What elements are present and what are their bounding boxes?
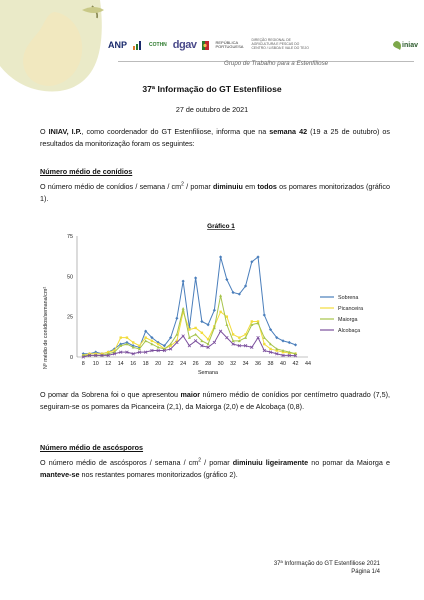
superscript: 2 xyxy=(181,181,184,188)
x-tick-label: 36 xyxy=(255,361,262,367)
x-tick-label: 42 xyxy=(292,361,299,367)
partner-logos xyxy=(108,34,418,56)
text-run: O xyxy=(40,127,49,136)
data-point xyxy=(182,307,185,310)
portugal-flag-icon xyxy=(202,41,209,50)
data-point xyxy=(144,336,146,338)
text-run: em xyxy=(242,182,258,191)
document-date: 27 de outubro de 2021 xyxy=(175,105,249,114)
document-title: 37ª Informação do GT Estenfiliose xyxy=(142,84,282,94)
data-point xyxy=(219,255,222,258)
data-point xyxy=(138,345,140,347)
data-point xyxy=(251,320,253,322)
iniav-logo xyxy=(392,41,418,50)
legend-label: Alcobaça xyxy=(338,328,361,334)
y-tick-label: 50 xyxy=(67,274,73,281)
bold-text: diminuiu xyxy=(212,182,243,191)
data-point xyxy=(188,344,191,347)
data-point xyxy=(294,343,297,346)
direcao-regional-logo: DIREÇÃO REGIONAL DE AGRICULTURA E PESCAS DO CENTRO / LISBOA E VALE DO TEJO xyxy=(251,38,309,50)
footer-title: 37ª Informação do GT Estenfiliose 2021 xyxy=(273,561,380,567)
x-tick-label: 30 xyxy=(217,361,224,367)
republica-portuguesa-logo: REPÚBLICA PORTUGUESA xyxy=(215,39,244,49)
data-point xyxy=(157,343,159,345)
data-point xyxy=(225,278,228,281)
data-point xyxy=(213,309,216,312)
text-run: O número médio de ascósporos / semana / cm xyxy=(40,458,199,467)
x-tick-label: 14 xyxy=(117,361,124,367)
text-run: O pomar da Sobrena foi o que apresentou xyxy=(40,390,181,399)
bold-text: INIAV, I.P. xyxy=(48,127,82,136)
series-line-sobrena xyxy=(83,257,295,354)
x-tick-label: 10 xyxy=(92,361,99,367)
legend-label: Picanceira xyxy=(338,306,364,312)
x-tick-label: 34 xyxy=(242,361,249,367)
data-point xyxy=(225,336,228,339)
data-point xyxy=(207,338,209,340)
pear-logo-shape xyxy=(0,0,108,95)
x-tick-label: 40 xyxy=(280,361,287,367)
y-tick-label: 25 xyxy=(67,314,73,321)
y-tick-label: 75 xyxy=(67,234,73,240)
data-point xyxy=(194,333,197,336)
text-run: os pomares monitorizados (gráfico 1). xyxy=(40,182,390,204)
sobrena-paragraph xyxy=(40,389,390,414)
bold-text: diminuiu ligeiramente xyxy=(232,458,309,467)
intro-paragraph xyxy=(40,126,390,151)
data-point xyxy=(225,323,228,326)
x-tick-label: 12 xyxy=(105,361,112,367)
data-point xyxy=(182,335,185,338)
bold-text: manteve-se xyxy=(40,470,80,480)
x-tick-label: 32 xyxy=(230,361,237,367)
data-point xyxy=(232,333,234,335)
bar-chart-icon xyxy=(133,41,143,50)
chart-title: Gráfico 1 xyxy=(207,223,235,230)
data-point xyxy=(175,317,178,320)
superscript: 2 xyxy=(198,457,202,464)
x-tick-label: 38 xyxy=(267,361,274,367)
data-point xyxy=(132,341,134,343)
dgav-logo: dgav xyxy=(172,38,197,51)
data-point xyxy=(194,327,196,329)
data-point xyxy=(182,280,185,283)
data-point xyxy=(238,336,240,338)
cothn-logo: COTHN xyxy=(149,41,167,48)
page-number: Página 1/4 xyxy=(351,569,380,575)
legend-label: Maiorga xyxy=(338,317,358,323)
ascosporos-paragraph xyxy=(40,457,390,482)
text-run: (19 a 25 de outubro) os resultados da monitorização foram os seguintes: xyxy=(40,127,391,149)
text-run: / pomar xyxy=(201,458,233,467)
text-run: nos restantes pomares monitorizados (gráfico 2). xyxy=(79,470,238,480)
data-point xyxy=(151,340,153,342)
x-tick-label: 22 xyxy=(167,361,174,367)
data-point xyxy=(226,315,228,317)
bold-text: maior xyxy=(180,390,201,399)
text-run: , como coordenador do GT Estenfiliose, informa que na xyxy=(81,127,270,136)
group-name: Grupo de Trabalho para a Estenfiliose xyxy=(224,60,329,67)
bold-text: todos xyxy=(257,182,277,191)
data-point xyxy=(194,339,197,342)
data-point xyxy=(231,291,234,294)
x-tick-label: 16 xyxy=(130,361,137,367)
x-tick-label: 24 xyxy=(180,361,187,367)
data-point xyxy=(219,311,221,313)
conidios-line-chart xyxy=(40,218,390,380)
conidios-paragraph xyxy=(40,181,390,206)
y-tick-label: 0 xyxy=(70,355,73,361)
x-axis-label: Semana xyxy=(197,370,219,376)
x-tick-label: 26 xyxy=(192,361,199,367)
data-point xyxy=(263,313,266,316)
anp-logo: ANP xyxy=(108,39,128,50)
data-point xyxy=(201,332,203,334)
y-axis-label: Nº médio de conídios/semana/cm² xyxy=(43,286,49,370)
data-point xyxy=(120,336,122,338)
text-run: número médio de conídios por centímetro quadrado (7,5), seguiram-se os pomares da Picanceira (2,1), da Maiorga (2,0) e de Alcobaça (0,8). xyxy=(40,390,391,412)
section-heading-ascosporos: Número médio de ascósporos xyxy=(40,443,144,452)
text-run: no pomar da Maiorga e xyxy=(308,458,390,467)
legend-label: Sobrena xyxy=(338,295,359,301)
data-point xyxy=(126,336,128,338)
x-tick-label: 18 xyxy=(142,361,149,367)
x-tick-label: 20 xyxy=(155,361,162,367)
data-point xyxy=(263,343,265,345)
page-footer xyxy=(274,560,380,576)
data-point xyxy=(288,341,291,344)
x-tick-label: 28 xyxy=(205,361,212,367)
bold-text: semana 42 xyxy=(269,127,308,136)
text-run: O número médio de conídios / semana / cm xyxy=(40,182,182,191)
data-point xyxy=(188,328,190,330)
data-point xyxy=(269,348,271,350)
data-point xyxy=(194,276,197,279)
x-tick-label: 44 xyxy=(305,361,311,367)
section-heading-conidios: Número médio de conídios xyxy=(40,167,133,176)
data-point xyxy=(219,294,222,297)
iniav-logo-text: iniav xyxy=(402,41,418,49)
x-tick-label: 8 xyxy=(81,361,85,367)
text-run: / pomar xyxy=(183,182,213,191)
